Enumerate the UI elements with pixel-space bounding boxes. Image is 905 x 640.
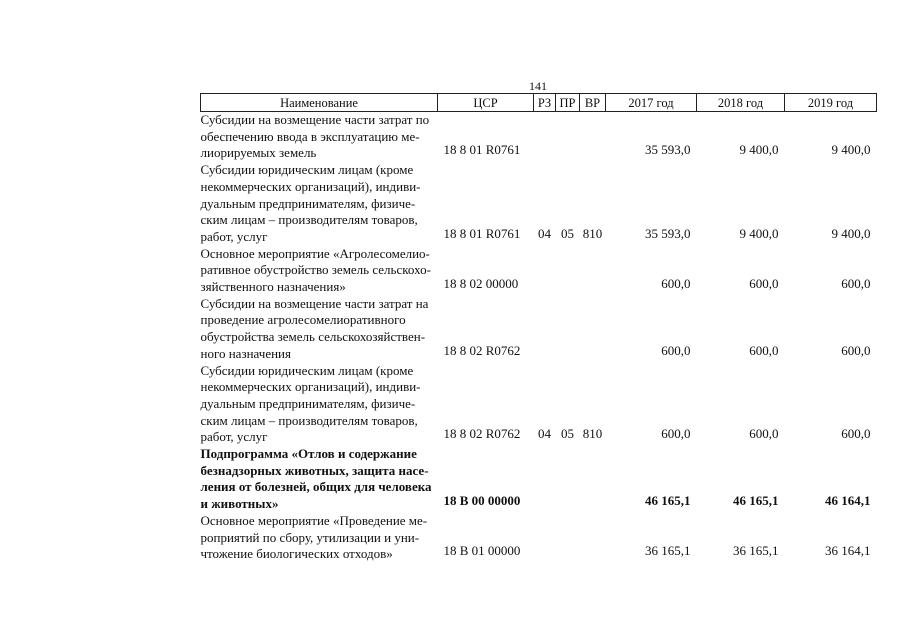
row-2019: 600,0 xyxy=(841,342,871,358)
row-name-line: ским лицам – производителям товаров, xyxy=(200,412,418,428)
row-name-line: Основное мероприятие «Агролесомелио- xyxy=(200,245,430,261)
table-row xyxy=(201,162,877,246)
row-pr xyxy=(556,513,580,563)
row-csr: 18 В 00 00000 xyxy=(443,493,521,509)
row-2017: 46 165,1 xyxy=(645,493,691,509)
row-name-line: Подпрограмма «Отлов и содержание xyxy=(200,446,417,462)
row-pr xyxy=(556,446,580,513)
row-name-line: обустройства земель сельскохозяйствен- xyxy=(200,329,426,345)
row-name xyxy=(201,246,438,296)
page-number: 141 xyxy=(529,79,547,93)
row-name xyxy=(201,513,438,563)
row-name-line: Основное мероприятие «Проведение ме- xyxy=(200,512,428,528)
row-csr: 18 8 02 R0762 xyxy=(443,342,521,358)
row-2017: 35 593,0 xyxy=(645,225,691,241)
row-2019: 36 164,1 xyxy=(825,543,871,559)
row-rz: 04 xyxy=(538,426,551,442)
row-name-line: Субсидии юридическим лицам (кроме xyxy=(200,162,414,178)
budget-table xyxy=(200,93,877,563)
row-name xyxy=(201,112,438,163)
row-rz: 04 xyxy=(538,225,551,241)
row-vr xyxy=(580,296,606,363)
row-name xyxy=(201,296,438,363)
row-2018: 9 400,0 xyxy=(739,225,779,241)
header-2018: 2018 год xyxy=(697,94,785,112)
row-vr xyxy=(580,513,606,563)
row-vr xyxy=(580,112,606,163)
header-2017: 2017 год xyxy=(606,94,697,112)
row-2018: 600,0 xyxy=(749,426,779,442)
row-name xyxy=(201,446,438,513)
row-vr xyxy=(580,446,606,513)
row-name-line: лиорируемых земель xyxy=(200,145,317,161)
row-name-line: работ, услуг xyxy=(200,228,268,244)
row-name-line: некоммерческих организаций), индиви- xyxy=(200,379,421,395)
row-rz xyxy=(534,246,556,296)
header-name: Наименование xyxy=(201,94,438,112)
row-pr xyxy=(556,246,580,296)
row-name-line: проведение агролесомелиоративного xyxy=(200,312,406,328)
table-row xyxy=(201,513,877,563)
row-name-line: безнадзорных животных, защита насе- xyxy=(200,462,429,478)
header-pr: ПР xyxy=(556,94,580,112)
row-name-line: ного назначения xyxy=(200,345,291,361)
row-2019: 9 400,0 xyxy=(831,142,871,158)
row-2017: 600,0 xyxy=(661,342,691,358)
row-name-line: ления от болезней, общих для человека xyxy=(200,479,432,495)
row-csr: 18 8 02 00000 xyxy=(443,276,519,292)
row-name-line: роприятий по сбору, утилизации и уни- xyxy=(200,529,420,545)
row-2018: 600,0 xyxy=(749,342,779,358)
row-rz xyxy=(534,446,556,513)
row-csr: 18 8 02 R0762 xyxy=(443,426,521,442)
header-vr: ВР xyxy=(580,94,606,112)
table-row xyxy=(201,363,877,447)
row-csr: 18 8 01 R0761 xyxy=(443,225,521,241)
row-name-line: Субсидии на возмещение части затрат на xyxy=(200,295,429,311)
row-name-line: обеспечению ввода в эксплуатацию ме- xyxy=(200,128,420,144)
row-name xyxy=(201,162,438,246)
row-2018: 9 400,0 xyxy=(739,142,779,158)
row-2017: 35 593,0 xyxy=(645,142,691,158)
row-csr: 18 8 01 R0761 xyxy=(443,142,521,158)
table-row xyxy=(201,112,877,163)
row-rz xyxy=(534,513,556,563)
table-header-row xyxy=(201,94,877,112)
row-name-line: ским лицам – производителям товаров, xyxy=(200,212,418,228)
row-pr xyxy=(556,112,580,163)
row-name-line: ративное обустройство земель сельскохо- xyxy=(200,262,431,278)
row-2018: 46 165,1 xyxy=(733,493,779,509)
table-body xyxy=(201,112,877,563)
row-name-line: дуальным предпринимателям, физиче- xyxy=(200,195,416,211)
row-vr: 810 xyxy=(582,426,603,442)
row-2019: 600,0 xyxy=(841,276,871,292)
row-name-line: Субсидии на возмещение части затрат по xyxy=(200,112,430,127)
row-2019: 46 164,1 xyxy=(825,493,871,509)
row-csr: 18 В 01 00000 xyxy=(443,543,521,559)
row-2019: 9 400,0 xyxy=(831,225,871,241)
row-name xyxy=(201,363,438,447)
row-name-line: чтожение биологических отходов» xyxy=(200,546,393,562)
table-row xyxy=(201,296,877,363)
header-2019: 2019 год xyxy=(785,94,877,112)
row-name-line: дуальным предпринимателям, физиче- xyxy=(200,395,416,411)
row-name-line: работ, услуг xyxy=(200,429,268,445)
row-2017: 36 165,1 xyxy=(645,543,691,559)
row-name-line: Субсидии юридическим лицам (кроме xyxy=(200,362,414,378)
row-rz xyxy=(534,112,556,163)
row-pr xyxy=(556,296,580,363)
row-rz xyxy=(534,296,556,363)
row-name-line: зяйственного назначения» xyxy=(200,279,346,295)
table-row xyxy=(201,246,877,296)
table-row xyxy=(201,446,877,513)
row-vr xyxy=(580,246,606,296)
row-2018: 600,0 xyxy=(749,276,779,292)
row-name-line: некоммерческих организаций), индиви- xyxy=(200,178,421,194)
row-2019: 600,0 xyxy=(841,426,871,442)
header-rz: РЗ xyxy=(534,94,556,112)
row-pr: 05 xyxy=(561,426,574,442)
row-name-line: и животных» xyxy=(200,496,279,512)
row-vr: 810 xyxy=(582,225,603,241)
row-2017: 600,0 xyxy=(661,276,691,292)
row-pr: 05 xyxy=(561,225,574,241)
row-2017: 600,0 xyxy=(661,426,691,442)
row-2018: 36 165,1 xyxy=(733,543,779,559)
header-csr: ЦСР xyxy=(438,94,534,112)
